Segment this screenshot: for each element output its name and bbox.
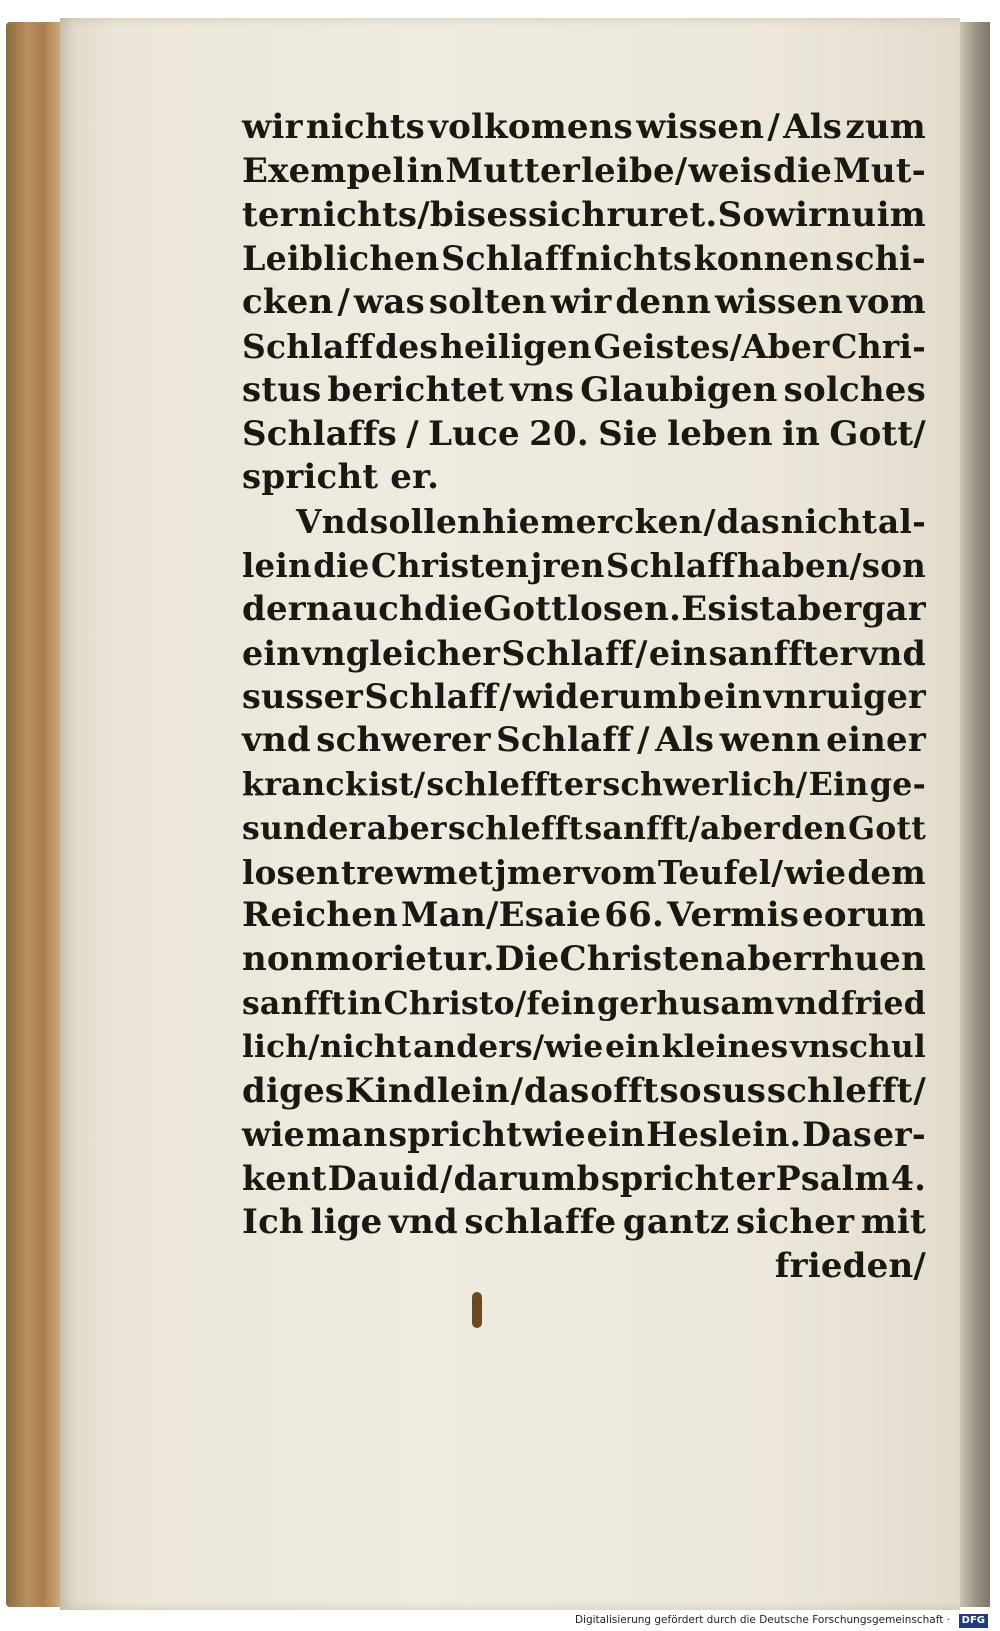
word: wie bbox=[242, 1115, 306, 1155]
word: vnruiger bbox=[763, 677, 926, 717]
word: Gott/ bbox=[829, 413, 926, 454]
word: ruret. bbox=[606, 194, 718, 235]
word: / bbox=[913, 1070, 926, 1111]
word: Schlaff bbox=[441, 239, 574, 279]
word: darumb bbox=[453, 1159, 600, 1199]
word: berichtet bbox=[327, 369, 505, 410]
word: Die bbox=[494, 939, 560, 980]
word: Dauid bbox=[327, 1159, 440, 1199]
word: / bbox=[510, 1070, 524, 1111]
word: sus bbox=[702, 1070, 767, 1111]
word: fried bbox=[840, 984, 926, 1022]
word: dem bbox=[847, 852, 926, 892]
word: Man/Esaie bbox=[400, 895, 602, 936]
word: ist/ bbox=[368, 765, 426, 803]
word: Es bbox=[681, 588, 727, 629]
text-line bbox=[242, 237, 926, 281]
word: Heslein. bbox=[646, 1115, 802, 1155]
word: schwerlich/ bbox=[602, 765, 808, 803]
text-line bbox=[242, 982, 926, 1026]
word: stus bbox=[242, 369, 322, 410]
word: nichts bbox=[305, 107, 425, 147]
text-line bbox=[242, 807, 926, 851]
word: leibe/ bbox=[580, 150, 688, 191]
word: sunder bbox=[242, 809, 366, 847]
word: kleines bbox=[661, 1028, 789, 1065]
word: vngleicher bbox=[301, 633, 501, 673]
text-line bbox=[242, 369, 926, 413]
word: jren bbox=[530, 545, 605, 585]
word: schlefft bbox=[426, 765, 563, 803]
text-line bbox=[242, 719, 926, 763]
word: ein bbox=[586, 1115, 646, 1155]
word: kranck bbox=[242, 765, 368, 803]
word: das bbox=[523, 1070, 590, 1111]
word: schlefft bbox=[447, 809, 584, 847]
word: Schlaff bbox=[501, 633, 635, 673]
word: ein bbox=[703, 677, 763, 717]
word: lige bbox=[310, 1201, 383, 1242]
word: was bbox=[353, 282, 425, 323]
word: ter bbox=[242, 194, 298, 235]
word: Vnd bbox=[296, 502, 369, 542]
word: den bbox=[781, 809, 847, 847]
word: vom bbox=[581, 852, 657, 892]
word: wir bbox=[242, 107, 303, 147]
word: die bbox=[773, 150, 833, 191]
word: Chri- bbox=[831, 326, 926, 366]
word: konnen bbox=[693, 239, 834, 279]
word: mit bbox=[860, 1201, 926, 1242]
word: volkomens bbox=[428, 107, 633, 147]
word: aber bbox=[366, 809, 447, 847]
word: schi- bbox=[835, 239, 926, 279]
word: So bbox=[717, 194, 766, 235]
word: Mut- bbox=[832, 150, 926, 191]
word: nichts/bis bbox=[298, 194, 487, 235]
word: kent bbox=[242, 1159, 327, 1199]
word: Christen bbox=[370, 545, 530, 585]
text-line bbox=[242, 150, 926, 194]
word: al- bbox=[877, 502, 926, 542]
word: in bbox=[406, 150, 445, 191]
word: die bbox=[424, 588, 483, 629]
word: schlefft bbox=[766, 1070, 913, 1111]
word: solches bbox=[783, 369, 926, 410]
footer-credit: Digitalisierung gefördert durch die Deutsche Forschungsgemeinschaft · bbox=[574, 1614, 950, 1626]
text-line bbox=[242, 500, 926, 544]
word: susser bbox=[242, 677, 363, 717]
word: vom bbox=[846, 282, 926, 323]
word: gar bbox=[861, 588, 926, 629]
word: vns bbox=[510, 369, 575, 410]
word: Psalm bbox=[775, 1159, 890, 1199]
word: die bbox=[313, 545, 370, 585]
word: nu bbox=[826, 194, 877, 235]
word: 4. bbox=[890, 1159, 926, 1199]
word: es bbox=[486, 194, 528, 235]
word: spricht bbox=[388, 1115, 522, 1155]
word: sanffter bbox=[708, 633, 858, 673]
word: vnd bbox=[242, 720, 311, 761]
word: non bbox=[242, 939, 315, 980]
word: offt bbox=[590, 1070, 659, 1111]
text-line bbox=[242, 1026, 926, 1070]
word: das bbox=[716, 502, 780, 542]
word: sanfft/aber bbox=[584, 809, 780, 847]
catchword: frieden/ bbox=[774, 1245, 926, 1286]
word: er- bbox=[872, 1115, 926, 1155]
page-edge-shadow bbox=[955, 22, 990, 1607]
text-line bbox=[242, 544, 926, 588]
word: vnd bbox=[858, 633, 926, 673]
text-line bbox=[242, 632, 926, 676]
word: solten bbox=[428, 282, 547, 323]
text-line bbox=[242, 1113, 926, 1157]
word: wir bbox=[550, 282, 612, 323]
word: wissen bbox=[714, 282, 844, 323]
word: leben bbox=[667, 413, 773, 454]
word: Sie bbox=[598, 413, 658, 454]
word: gerhusam bbox=[597, 984, 775, 1022]
word: eorum bbox=[802, 895, 926, 936]
word: / bbox=[767, 107, 780, 147]
word: / bbox=[703, 502, 716, 542]
word: Gott bbox=[848, 809, 926, 847]
text-line bbox=[242, 1157, 926, 1201]
word: denn bbox=[615, 282, 712, 323]
word: Mutter bbox=[445, 150, 580, 191]
word: so bbox=[659, 1070, 702, 1111]
word: Als bbox=[783, 107, 843, 147]
word: rhuen bbox=[811, 939, 926, 980]
word: Schlaffs bbox=[242, 413, 397, 454]
word: cken bbox=[242, 282, 334, 323]
word: auch bbox=[330, 588, 424, 629]
word: / bbox=[499, 677, 512, 717]
word: hie bbox=[481, 502, 540, 542]
page-text bbox=[242, 106, 926, 1289]
word: sollen bbox=[369, 502, 482, 542]
word: Schlaff bbox=[605, 545, 736, 585]
word: Luce bbox=[428, 413, 520, 454]
text-line bbox=[242, 106, 926, 150]
word: vnd bbox=[389, 1201, 458, 1242]
word: Schlaff bbox=[242, 326, 374, 366]
word: man bbox=[305, 1115, 388, 1155]
word: einer bbox=[826, 720, 926, 761]
word: vnschul bbox=[790, 1028, 926, 1065]
word: nichts bbox=[575, 239, 692, 279]
word: Christen bbox=[559, 939, 725, 980]
word: mercken bbox=[540, 502, 703, 542]
word: / bbox=[635, 633, 648, 673]
word: morietur. bbox=[314, 939, 495, 980]
word: / bbox=[637, 720, 650, 761]
word: dern bbox=[242, 588, 331, 629]
text-line bbox=[242, 1070, 926, 1114]
word: ein bbox=[242, 633, 301, 673]
word: ge- bbox=[869, 765, 926, 803]
text-line bbox=[242, 894, 926, 938]
word: widerumb bbox=[513, 677, 702, 717]
word: sicher bbox=[735, 1201, 855, 1242]
word: aber bbox=[775, 588, 862, 629]
word: Gottlosen. bbox=[483, 588, 682, 629]
word: schwerer bbox=[316, 720, 491, 761]
text-line bbox=[242, 938, 926, 982]
word: Vermis bbox=[667, 895, 800, 936]
word: wir bbox=[765, 194, 827, 235]
word: Kindlein bbox=[345, 1070, 510, 1111]
word: zum bbox=[845, 107, 926, 147]
word: sanfft bbox=[242, 984, 346, 1022]
word: heiligen bbox=[439, 326, 592, 366]
text-line: spricht er. bbox=[242, 457, 440, 498]
word: Schlaff bbox=[496, 720, 632, 761]
word: Geistes/Aber bbox=[593, 326, 830, 366]
text-line bbox=[242, 1201, 926, 1245]
word: Als bbox=[655, 720, 715, 761]
word: er bbox=[735, 1159, 775, 1199]
word: vnd bbox=[775, 984, 840, 1022]
text-line bbox=[242, 413, 926, 457]
word: im bbox=[876, 194, 926, 235]
word: spricht bbox=[600, 1159, 735, 1199]
word: 66. bbox=[604, 895, 664, 936]
text-line bbox=[242, 588, 926, 632]
digitization-footer bbox=[0, 1612, 1000, 1631]
word: schlaffe bbox=[464, 1201, 617, 1242]
word: wie bbox=[784, 852, 847, 892]
word: / bbox=[406, 413, 419, 454]
word: jmer bbox=[494, 852, 580, 892]
word: 20. bbox=[529, 413, 589, 454]
word: Exempel bbox=[242, 150, 406, 191]
word: Schlaff bbox=[364, 677, 498, 717]
text-line bbox=[242, 763, 926, 807]
word: / bbox=[337, 282, 350, 323]
word: gantz bbox=[622, 1201, 730, 1242]
text-line bbox=[242, 281, 926, 325]
word: in bbox=[782, 413, 821, 454]
text-line bbox=[242, 675, 926, 719]
word: anders/wie bbox=[413, 1028, 604, 1065]
word: Teufel/ bbox=[657, 852, 784, 892]
word: Reichen bbox=[242, 895, 398, 936]
word: lein bbox=[242, 545, 312, 585]
word: Das bbox=[802, 1115, 872, 1155]
text-line bbox=[242, 325, 926, 369]
word: Ein bbox=[808, 765, 869, 803]
text-line bbox=[242, 851, 926, 895]
word: aber bbox=[725, 939, 812, 980]
word: Ich bbox=[242, 1201, 304, 1242]
word: lich/nicht bbox=[242, 1028, 412, 1065]
word: ist bbox=[726, 588, 776, 629]
word: losen bbox=[242, 852, 340, 892]
word: Christo/fein bbox=[383, 984, 596, 1022]
word: ein bbox=[605, 1028, 661, 1065]
word: des bbox=[375, 326, 439, 366]
word: ein bbox=[648, 633, 708, 673]
word: nicht bbox=[780, 502, 878, 542]
word: er bbox=[563, 765, 602, 803]
word: trewmet bbox=[341, 852, 494, 892]
word: / bbox=[440, 1159, 453, 1199]
word: weis bbox=[688, 150, 773, 191]
text-line bbox=[242, 194, 926, 238]
word: haben/son bbox=[736, 545, 926, 585]
word: Glaubigen bbox=[580, 369, 778, 410]
paper-blemish bbox=[472, 1292, 482, 1328]
word: wenn bbox=[719, 720, 821, 761]
book-spine bbox=[6, 22, 68, 1607]
dfg-logo: DFG bbox=[959, 1614, 988, 1628]
word: Leiblichen bbox=[242, 239, 440, 279]
word: diges bbox=[242, 1070, 345, 1111]
word: wissen bbox=[636, 107, 765, 147]
word: in bbox=[347, 984, 383, 1022]
word: sich bbox=[527, 194, 607, 235]
word: wie bbox=[522, 1115, 586, 1155]
